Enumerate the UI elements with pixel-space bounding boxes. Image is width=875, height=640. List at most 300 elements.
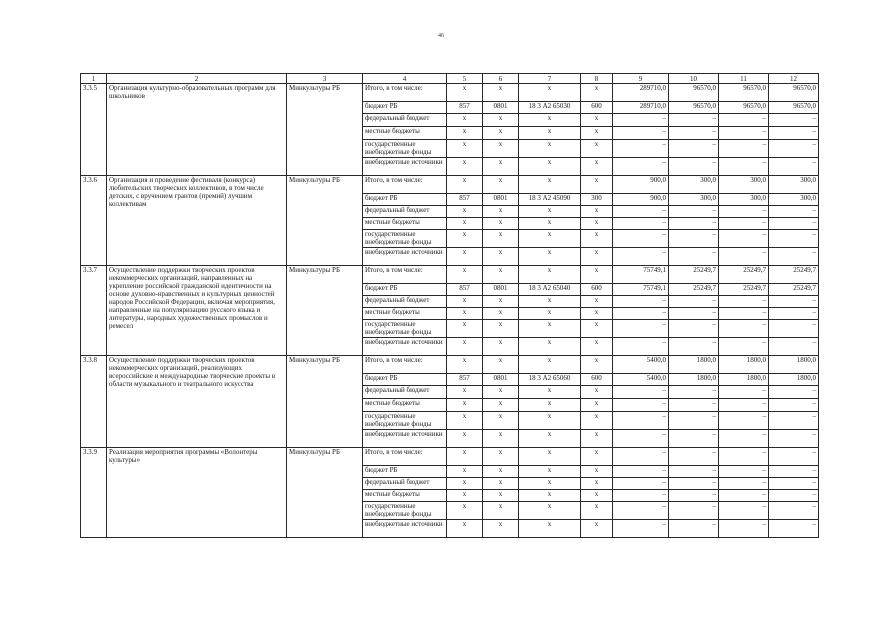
amount-cell: 289710,0 [613,102,669,114]
amount-cell: – [613,430,669,448]
funding-source: государственные внебюджетные фонды [363,412,447,430]
amount-cell: – [719,206,769,218]
table-row [81,176,819,194]
amount-cell: 96570,0 [719,84,769,102]
funding-source: внебюджетные источники [363,248,447,266]
funding-source: Итого, в том числе: [363,448,447,466]
code-cell: x [581,248,613,266]
code-cell: 857 [447,102,483,114]
code-cell: x [519,230,581,248]
item-number: 3.3.6 [81,176,107,266]
code-cell: 857 [447,194,483,206]
funding-source: государственные внебюджетные фонды [363,502,447,520]
item-number: 3.3.8 [81,356,107,448]
code-cell: 18 3 А2 65030 [519,102,581,114]
amount-cell: 96570,0 [669,102,719,114]
amount-cell: – [613,490,669,502]
code-cell: x [447,206,483,218]
code-cell: x [519,430,581,448]
amount-cell: 300,0 [719,194,769,206]
amount-cell: – [769,114,819,127]
amount-cell: 1800,0 [719,374,769,386]
table-row [81,84,819,102]
code-cell: x [581,466,613,478]
amount-cell: – [769,320,819,338]
amount-cell: – [613,502,669,520]
amount-cell: – [719,478,769,490]
amount-cell: – [669,338,719,356]
code-cell: x [519,386,581,399]
amount-cell: – [769,230,819,248]
code-cell: x [447,448,483,466]
code-cell: x [519,412,581,430]
code-cell: 0801 [483,284,519,296]
code-cell: x [581,430,613,448]
item-number: 3.3.7 [81,266,107,356]
amount-cell: – [669,520,719,538]
code-cell: x [581,502,613,520]
funding-source: внебюджетные источники [363,430,447,448]
code-cell: x [483,448,519,466]
code-cell: x [581,230,613,248]
funding-source: местные бюджеты [363,308,447,320]
amount-cell: 75749,1 [613,284,669,296]
amount-cell: 300,0 [669,176,719,194]
amount-cell: – [669,308,719,320]
amount-cell: – [669,127,719,140]
code-cell: x [447,386,483,399]
item-executor: Минкультуры РБ [287,84,363,176]
amount-cell: – [613,520,669,538]
amount-cell: – [769,412,819,430]
code-cell: x [447,490,483,502]
funding-source: внебюджетные источники [363,338,447,356]
amount-cell: – [613,230,669,248]
table-row [81,448,819,466]
code-cell: x [483,266,519,284]
code-cell: x [483,356,519,374]
code-cell: x [581,520,613,538]
code-cell: 857 [447,284,483,296]
amount-cell: – [669,490,719,502]
amount-cell: – [669,412,719,430]
column-header: 9 [613,74,669,84]
code-cell: x [519,248,581,266]
column-header: 6 [483,74,519,84]
amount-cell: – [719,230,769,248]
code-cell: x [519,399,581,412]
code-cell: x [483,320,519,338]
amount-cell: 25249,7 [669,266,719,284]
column-header: 4 [363,74,447,84]
item-executor: Минкультуры РБ [287,176,363,266]
code-cell: 0801 [483,374,519,386]
code-cell: x [519,520,581,538]
amount-cell: – [613,218,669,230]
amount-cell: – [769,466,819,478]
code-cell: x [483,466,519,478]
code-cell: 18 3 А2 45090 [519,194,581,206]
funding-source: внебюджетные источники [363,520,447,538]
amount-cell: 1800,0 [769,374,819,386]
amount-cell: – [769,127,819,140]
amount-cell: – [613,140,669,158]
code-cell: x [483,386,519,399]
item-executor: Минкультуры РБ [287,266,363,356]
budget-table-container [80,73,818,538]
code-cell: x [519,218,581,230]
code-cell: x [519,84,581,102]
code-cell: x [519,206,581,218]
amount-cell: 1800,0 [769,356,819,374]
column-header: 3 [287,74,363,84]
code-cell: x [581,386,613,399]
code-cell: x [581,140,613,158]
code-cell: 600 [581,374,613,386]
item-name: Осуществление поддержки творческих проектов некоммерческих организаций, направленных на укрепление российской гражданской идентичности на основе духовно-нравственных и культурных ценностей народов Российской Федерации, включая мероприятия, направленные на популяризацию русского языка и литературы, народных художественных промыслов и ремесел [107,266,287,356]
column-header: 11 [719,74,769,84]
amount-cell: – [613,399,669,412]
item-name: Осуществление поддержки творческих проектов некоммерческих организаций, реализующих всероссийские и международные творческие проекты в области музыкального и театрального искусства [107,356,287,448]
amount-cell: – [613,448,669,466]
code-cell: x [447,84,483,102]
code-cell: x [447,114,483,127]
amount-cell: 1800,0 [719,356,769,374]
code-cell: x [447,502,483,520]
amount-cell: – [669,206,719,218]
code-cell: 0801 [483,102,519,114]
code-cell: x [483,296,519,308]
code-cell: x [447,218,483,230]
code-cell: x [483,84,519,102]
code-cell: 300 [581,194,613,206]
code-cell: x [483,490,519,502]
amount-cell: – [669,386,719,399]
amount-cell: – [719,218,769,230]
code-cell: x [581,266,613,284]
code-cell: x [519,478,581,490]
code-cell: x [581,218,613,230]
amount-cell: – [769,248,819,266]
code-cell: x [483,206,519,218]
code-cell: x [519,466,581,478]
amount-cell: – [669,478,719,490]
amount-cell: – [719,248,769,266]
funding-source: федеральный бюджет [363,478,447,490]
code-cell: x [483,248,519,266]
table-row [81,266,819,284]
code-cell: x [581,478,613,490]
page-number: 46 [438,33,444,39]
code-cell: 857 [447,374,483,386]
code-cell: x [447,266,483,284]
code-cell: x [519,308,581,320]
code-cell: x [483,520,519,538]
amount-cell: 300,0 [769,194,819,206]
amount-cell: – [669,448,719,466]
amount-cell: 96570,0 [719,102,769,114]
code-cell: x [519,114,581,127]
amount-cell: – [613,248,669,266]
funding-source: федеральный бюджет [363,206,447,218]
code-cell: x [483,478,519,490]
code-cell: x [447,412,483,430]
amount-cell: 96570,0 [669,84,719,102]
code-cell: x [581,356,613,374]
column-header: 2 [107,74,287,84]
funding-source: местные бюджеты [363,218,447,230]
amount-cell: – [669,114,719,127]
amount-cell: – [613,296,669,308]
code-cell: x [447,338,483,356]
funding-source: местные бюджеты [363,399,447,412]
code-cell: x [447,308,483,320]
item-name: Реализация мероприятия программы «Волонтеры культуры» [107,448,287,538]
code-cell: x [519,158,581,176]
column-header: 1 [81,74,107,84]
code-cell: x [447,478,483,490]
amount-cell: – [613,338,669,356]
amount-cell: – [769,158,819,176]
code-cell: x [581,127,613,140]
item-name: Организация и проведение фестиваля (конкурса) любительских творческих коллективов, в том числе детских, с вручением грантов (премий) лучшим коллективам [107,176,287,266]
funding-source: бюджет РБ [363,466,447,478]
amount-cell: – [769,308,819,320]
code-cell: 18 3 А2 65040 [519,284,581,296]
amount-cell: – [769,448,819,466]
amount-cell: – [669,466,719,478]
amount-cell: – [719,520,769,538]
code-cell: x [483,430,519,448]
table-row [81,356,819,374]
code-cell: x [581,490,613,502]
item-number: 3.3.9 [81,448,107,538]
code-cell: x [483,218,519,230]
amount-cell: 5400,0 [613,356,669,374]
funding-source: бюджет РБ [363,102,447,114]
code-cell: x [519,140,581,158]
code-cell: x [519,320,581,338]
amount-cell: – [669,399,719,412]
amount-cell: – [669,320,719,338]
code-cell: x [581,176,613,194]
code-cell: 18 3 А2 65060 [519,374,581,386]
table-body [81,74,819,538]
code-cell: x [447,356,483,374]
code-cell: x [483,502,519,520]
amount-cell: – [769,338,819,356]
column-header: 7 [519,74,581,84]
amount-cell: – [669,248,719,266]
amount-cell: 25249,7 [769,266,819,284]
funding-source: Итого, в том числе: [363,356,447,374]
code-cell: x [483,140,519,158]
code-cell: x [519,356,581,374]
code-cell: x [581,206,613,218]
column-header: 5 [447,74,483,84]
code-cell: x [581,448,613,466]
amount-cell: – [613,478,669,490]
amount-cell: – [719,308,769,320]
code-cell: x [581,320,613,338]
funding-source: Итого, в том числе: [363,266,447,284]
amount-cell: – [719,114,769,127]
funding-source: федеральный бюджет [363,386,447,399]
item-number: 3.3.5 [81,84,107,176]
amount-cell: 96570,0 [769,102,819,114]
code-cell: x [483,412,519,430]
amount-cell: – [613,114,669,127]
amount-cell: – [719,466,769,478]
funding-source: местные бюджеты [363,127,447,140]
amount-cell: – [719,412,769,430]
amount-cell: 25249,7 [719,266,769,284]
amount-cell: – [669,218,719,230]
code-cell: x [519,296,581,308]
amount-cell: – [669,230,719,248]
funding-source: государственные внебюджетные фонды [363,140,447,158]
amount-cell: 96570,0 [769,84,819,102]
code-cell: x [581,338,613,356]
amount-cell: – [669,296,719,308]
code-cell: x [447,296,483,308]
funding-source: Итого, в том числе: [363,176,447,194]
amount-cell: 75749,1 [613,266,669,284]
item-name: Организация культурно-образовательных программ для школьников [107,84,287,176]
code-cell: x [483,158,519,176]
code-cell: 600 [581,102,613,114]
amount-cell: – [669,502,719,520]
funding-source: Итого, в том числе: [363,84,447,102]
amount-cell: – [769,520,819,538]
amount-cell: – [769,430,819,448]
amount-cell: 1800,0 [669,356,719,374]
amount-cell: – [669,430,719,448]
code-cell: x [519,490,581,502]
funding-source: бюджет РБ [363,284,447,296]
amount-cell: – [613,158,669,176]
code-cell: x [519,448,581,466]
amount-cell: 25249,7 [769,284,819,296]
code-cell: x [483,338,519,356]
code-cell: x [519,127,581,140]
amount-cell: – [719,320,769,338]
amount-cell: – [613,412,669,430]
code-cell: x [483,176,519,194]
amount-cell: – [719,158,769,176]
amount-cell: – [613,206,669,218]
amount-cell: 25249,7 [669,284,719,296]
code-cell: x [447,127,483,140]
funding-source: внебюджетные источники [363,158,447,176]
code-cell: x [447,399,483,412]
amount-cell: 5400,0 [613,374,669,386]
funding-source: бюджет РБ [363,374,447,386]
amount-cell: – [719,140,769,158]
code-cell: x [483,127,519,140]
amount-cell: – [769,386,819,399]
amount-cell: – [769,478,819,490]
funding-source: федеральный бюджет [363,296,447,308]
code-cell: x [447,320,483,338]
code-cell: 0801 [483,194,519,206]
code-cell: x [581,308,613,320]
code-cell: x [581,84,613,102]
code-cell: x [519,338,581,356]
code-cell: x [581,158,613,176]
amount-cell: 300,0 [669,194,719,206]
amount-cell: 900,0 [613,176,669,194]
amount-cell: – [769,218,819,230]
amount-cell: – [613,386,669,399]
amount-cell: – [769,206,819,218]
amount-cell: 1800,0 [669,374,719,386]
amount-cell: – [769,502,819,520]
amount-cell: – [719,399,769,412]
amount-cell: 300,0 [719,176,769,194]
amount-cell: – [719,338,769,356]
item-executor: Минкультуры РБ [287,356,363,448]
code-cell: x [483,308,519,320]
header-row [81,74,819,84]
amount-cell: – [769,490,819,502]
amount-cell: – [613,320,669,338]
column-header: 10 [669,74,719,84]
amount-cell: 300,0 [769,176,819,194]
code-cell: x [581,399,613,412]
code-cell: x [447,140,483,158]
code-cell: x [447,158,483,176]
amount-cell: – [613,308,669,320]
amount-cell: – [769,399,819,412]
code-cell: x [447,176,483,194]
funding-source: местные бюджеты [363,490,447,502]
amount-cell: – [719,296,769,308]
column-header: 12 [769,74,819,84]
code-cell: x [581,114,613,127]
code-cell: x [447,466,483,478]
amount-cell: – [719,490,769,502]
code-cell: x [483,114,519,127]
code-cell: x [581,296,613,308]
funding-source: бюджет РБ [363,194,447,206]
amount-cell: 25249,7 [719,284,769,296]
funding-source: федеральный бюджет [363,114,447,127]
code-cell: x [447,430,483,448]
amount-cell: – [669,158,719,176]
item-executor: Минкультуры РБ [287,448,363,538]
amount-cell: – [719,448,769,466]
amount-cell: – [719,430,769,448]
amount-cell: – [613,127,669,140]
funding-source: государственные внебюджетные фонды [363,320,447,338]
code-cell: x [447,230,483,248]
amount-cell: 900,0 [613,194,669,206]
funding-source: государственные внебюджетные фонды [363,230,447,248]
column-header: 8 [581,74,613,84]
amount-cell: – [719,127,769,140]
code-cell: x [519,502,581,520]
code-cell: x [483,230,519,248]
amount-cell: – [613,466,669,478]
code-cell: x [447,248,483,266]
amount-cell: – [669,140,719,158]
code-cell: x [483,399,519,412]
amount-cell: – [719,502,769,520]
code-cell: x [447,520,483,538]
amount-cell: – [769,296,819,308]
amount-cell: 289710,0 [613,84,669,102]
